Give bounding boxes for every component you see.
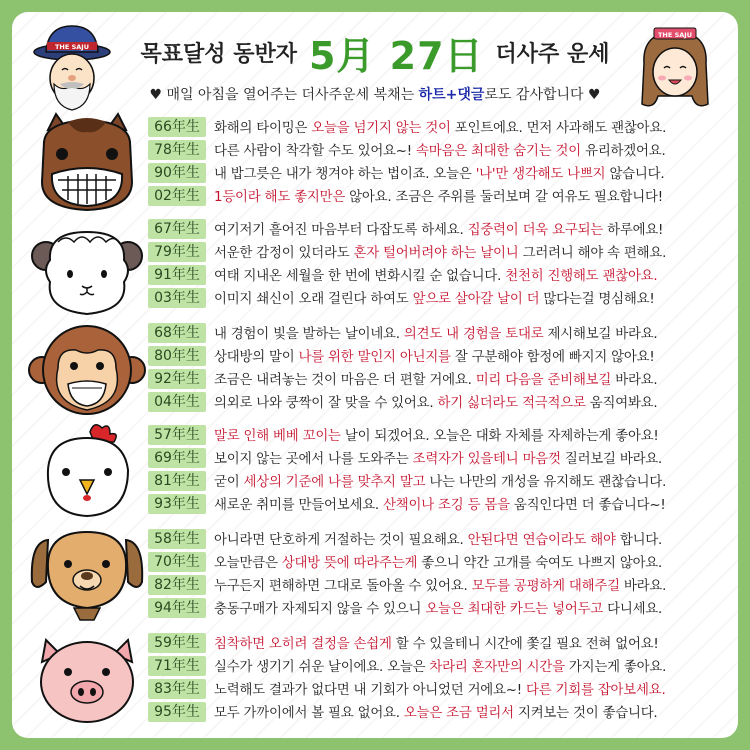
fortune-text bbox=[214, 702, 658, 721]
birth-year-badge: 02年生 bbox=[148, 186, 206, 206]
subtitle-post: 로도 감사합니다 ♥ bbox=[484, 87, 601, 103]
fortune-text-pre: 실수가 생기기 쉬운 날이에요. 오늘은 bbox=[214, 660, 430, 675]
fortune-text bbox=[214, 494, 666, 513]
birth-year-badge: 82年生 bbox=[148, 575, 206, 595]
fortune-row bbox=[148, 345, 728, 366]
rooster-icon bbox=[28, 420, 146, 520]
birth-year-badge: 94年生 bbox=[148, 598, 206, 618]
fortune-text-highlight: 혼자 털어버려야 하는 날이니 bbox=[353, 246, 519, 261]
fortune-row bbox=[148, 322, 728, 343]
fortune-text-highlight: 모두를 공평하게 대해주길 bbox=[471, 579, 620, 594]
fortune-text bbox=[214, 242, 666, 261]
fortune-row bbox=[148, 493, 728, 514]
fortune-text-pre: 누구든지 편해하면 그대로 돌아올 수 있어요. bbox=[214, 579, 472, 594]
fortune-row bbox=[148, 185, 728, 206]
fortune-text-highlight: 조력자가 있을테니 마음껏 bbox=[412, 452, 561, 467]
fortune-text-post: 지켜보는 것이 좋습니다. bbox=[513, 706, 658, 721]
fortune-text-highlight: 나를 위한 말인지 아닌지를 bbox=[298, 350, 451, 365]
horse-icon bbox=[28, 112, 146, 212]
page-title bbox=[120, 30, 630, 78]
fortune-text bbox=[214, 448, 662, 467]
fortune-text-post: 많다는걸 명심해요! bbox=[539, 292, 655, 307]
avatar-left-badge: THE SAJU bbox=[55, 43, 89, 51]
fortune-row bbox=[148, 447, 728, 468]
fortune-text-post: 잘 구분해야 함정에 빠지지 않아요! bbox=[450, 350, 655, 365]
fortune-text-highlight: 차라리 혼자만의 시간을 bbox=[429, 660, 565, 675]
fortune-row bbox=[148, 368, 728, 389]
fortune-row bbox=[148, 116, 728, 137]
fortune-text-post: 그러려니 해야 속 편해요. bbox=[518, 246, 667, 261]
fortune-text-highlight: 의견도 내 경험을 토대로 bbox=[403, 327, 544, 342]
fortune-text-post: 질러보길 바라요. bbox=[560, 452, 663, 467]
fortune-text-post: 움직여봐요. bbox=[585, 396, 658, 411]
fortune-text-post: 바라요. bbox=[611, 373, 658, 388]
title-right: 더사주 운세 bbox=[495, 41, 610, 67]
fortune-text bbox=[214, 471, 666, 490]
fortune-text-pre: 모두 가까이에서 볼 필요 없어요. bbox=[214, 706, 404, 721]
avatar-right-badge: THE SAJU bbox=[658, 31, 692, 39]
fortune-text bbox=[214, 265, 657, 284]
monkey-icon bbox=[28, 318, 146, 418]
fortune-text-highlight: 세상의 기준에 나를 맞추지 말고 bbox=[243, 475, 426, 490]
fortune-text bbox=[214, 219, 663, 238]
fortune-text-pre: 서운한 감정이 있더라도 bbox=[214, 246, 354, 261]
fortune-text-pre: 상대방의 말이 bbox=[214, 350, 299, 365]
fortune-text-highlight: 앞으로 살아갈 날이 더 bbox=[412, 292, 540, 307]
fortune-text-highlight: 침착하면 오히려 결정을 손쉽게 bbox=[214, 637, 392, 652]
fortune-text bbox=[214, 633, 659, 652]
birth-year-badge: 83年生 bbox=[148, 679, 206, 699]
fortune-row bbox=[148, 287, 728, 308]
birth-year-badge: 92年生 bbox=[148, 369, 206, 389]
birth-year-badge: 90年生 bbox=[148, 163, 206, 183]
fortune-text-highlight: 하기 싫더라도 적극적으로 bbox=[437, 396, 586, 411]
fortune-text-post: 다니세요. bbox=[603, 602, 663, 617]
fortune-row bbox=[148, 655, 728, 676]
fortune-text-pre: 보이지 않는 곳에서 나를 도와주는 bbox=[214, 452, 413, 467]
fortune-text-highlight: 상대방 뜻에 따라주는게 bbox=[281, 556, 418, 571]
subtitle-highlight: 하트+댓글 bbox=[418, 87, 485, 103]
fortune-text-highlight: 미리 다음을 준비해보길 bbox=[475, 373, 612, 388]
fortune-row bbox=[148, 424, 728, 445]
fortune-row bbox=[148, 470, 728, 491]
birth-year-badge: 70年生 bbox=[148, 552, 206, 572]
fortune-text-pre: 새로운 취미를 만들어보세요. bbox=[214, 498, 384, 513]
fortune-text-pre: 의외로 나와 쿵짝이 잘 맞을 수 있어요. bbox=[214, 396, 438, 411]
birth-year-badge: 66年生 bbox=[148, 117, 206, 137]
fortune-text-highlight: 말로 인해 베베 꼬이는 bbox=[214, 429, 341, 444]
birth-year-badge: 95年生 bbox=[148, 702, 206, 722]
birth-year-badge: 57年生 bbox=[148, 425, 206, 445]
fortune-text bbox=[214, 346, 655, 365]
fortune-text bbox=[214, 529, 662, 548]
fortune-text bbox=[214, 117, 666, 136]
fortune-text bbox=[214, 323, 658, 342]
birth-year-badge: 91年生 bbox=[148, 265, 206, 285]
birth-year-badge: 03年生 bbox=[148, 288, 206, 308]
fortune-text bbox=[214, 163, 664, 182]
pig-icon bbox=[28, 626, 146, 726]
fortune-text-highlight: 다른 기회를 잡아보세요. bbox=[526, 683, 666, 698]
fortune-row bbox=[148, 632, 728, 653]
fortune-text bbox=[214, 679, 666, 698]
header bbox=[0, 0, 750, 120]
fortune-text-post: 가지는게 좋아요. bbox=[564, 660, 667, 675]
fortune-text bbox=[214, 598, 662, 617]
fortune-text-post: 않아요. 조금은 주위를 둘러보며 갈 여유도 필요합니다! bbox=[345, 190, 663, 205]
birth-year-badge: 81年生 bbox=[148, 471, 206, 491]
fortune-text-highlight: 1등이라 해도 좋지만은 bbox=[214, 190, 346, 205]
fortune-text-pre: 오늘만큼은 bbox=[214, 556, 282, 571]
fortune-row bbox=[148, 162, 728, 183]
fortune-text-highlight: 산책이나 조깅 등 몸을 bbox=[383, 498, 510, 513]
fortune-text-post: 제시해보길 바라요. bbox=[543, 327, 658, 342]
fortune-row bbox=[148, 678, 728, 699]
fortune-text bbox=[214, 575, 666, 594]
birth-year-badge: 78年生 bbox=[148, 140, 206, 160]
fortune-text-highlight: 속마음은 최대한 숨기는 것이 bbox=[416, 144, 582, 159]
fortune-text bbox=[214, 140, 666, 159]
title-date: 5月 27日 bbox=[308, 33, 484, 78]
fortune-text-pre: 내 경험이 빛을 발하는 날이네요. bbox=[214, 327, 404, 342]
birth-year-badge: 59年生 bbox=[148, 633, 206, 653]
fortune-text-highlight: 집중력이 더욱 요구되는 bbox=[467, 223, 604, 238]
saju-woman-avatar-icon bbox=[636, 24, 714, 112]
birth-year-badge: 93年生 bbox=[148, 494, 206, 514]
birth-year-badge: 68年生 bbox=[148, 323, 206, 343]
fortune-text-highlight: 오늘은 조금 멀리서 bbox=[403, 706, 514, 721]
fortune-text-highlight: '나'만 생각해도 나쁘지 bbox=[475, 167, 606, 182]
subtitle bbox=[110, 84, 640, 106]
subtitle-pre: ♥ 매일 아침을 열어주는 더사주운세 복채는 bbox=[149, 87, 419, 103]
fortune-text-pre: 굳이 bbox=[214, 475, 244, 490]
fortune-text-pre: 화해의 타이밍은 bbox=[214, 121, 312, 136]
fortune-text-pre: 조금은 내려놓는 것이 마음은 더 편할 거에요. bbox=[214, 373, 476, 388]
fortune-text-pre: 내 밥그릇은 내가 챙겨야 하는 법이죠. 오늘은 bbox=[214, 167, 476, 182]
fortune-text-pre: 아니라면 단호하게 거절하는 것이 필요해요. bbox=[214, 533, 468, 548]
fortune-text-post: 바라요. bbox=[619, 579, 667, 594]
fortune-text-post: 좋으니 약간 고개를 숙여도 나쁘지 않아요. bbox=[417, 556, 663, 571]
title-left: 목표달성 동반자 bbox=[140, 41, 297, 67]
birth-year-badge: 04年生 bbox=[148, 392, 206, 412]
birth-year-badge: 79年生 bbox=[148, 242, 206, 262]
fortune-text-pre: 다른 사람이 착각할 수도 있어요~! bbox=[214, 144, 417, 159]
fortune-text-pre: 여태 지내온 세월을 한 번에 변화시킬 순 없습니다. bbox=[214, 269, 506, 284]
fortune-text-pre: 충동구매가 자제되지 않을 수 있으니 bbox=[214, 602, 426, 617]
fortune-text-pre: 여기저기 흩어진 마음부터 다잡도록 하세요. bbox=[214, 223, 468, 238]
fortune-text bbox=[214, 288, 655, 307]
fortune-text-post: 않습니다. bbox=[605, 167, 665, 182]
birth-year-badge: 67年生 bbox=[148, 219, 206, 239]
fortune-row bbox=[148, 139, 728, 160]
sheep-icon bbox=[28, 220, 146, 320]
fortune-text bbox=[214, 552, 662, 571]
fortune-row bbox=[148, 391, 728, 412]
fortune-row bbox=[148, 264, 728, 285]
fortune-text-highlight: 안된다면 연습이라도 해야 bbox=[467, 533, 616, 548]
birth-year-badge: 69年生 bbox=[148, 448, 206, 468]
fortune-text-post: 날이 되겠어요. 오늘은 대화 자체를 자제하는게 좋아요! bbox=[340, 429, 659, 444]
fortune-text bbox=[214, 392, 657, 411]
saju-master-avatar-icon bbox=[32, 22, 112, 114]
fortune-text-post: 유리하겠어요. bbox=[581, 144, 666, 159]
fortune-row bbox=[148, 241, 728, 262]
fortune-text-pre: 이미지 쇄신이 오래 걸린다 하여도 bbox=[214, 292, 413, 307]
birth-year-badge: 58年生 bbox=[148, 529, 206, 549]
fortune-text-highlight: 천천히 진행해도 괜찮아요. bbox=[505, 269, 658, 284]
birth-year-badge: 71年生 bbox=[148, 656, 206, 676]
fortune-text-pre: 노력해도 결과가 없다면 내 기회가 아니었던 거에요~! bbox=[214, 683, 527, 698]
dog-icon bbox=[28, 522, 146, 622]
fortune-text bbox=[214, 369, 657, 388]
fortune-row bbox=[148, 218, 728, 239]
fortune-row bbox=[148, 701, 728, 722]
fortune-row bbox=[148, 597, 728, 618]
fortune-text bbox=[214, 656, 666, 675]
fortune-text-post: 움직인다면 더 좋습니다~! bbox=[509, 498, 666, 513]
fortune-text-post: 하루에요! bbox=[603, 223, 664, 238]
fortune-row bbox=[148, 528, 728, 549]
fortune-text bbox=[214, 186, 663, 205]
fortune-text-highlight: 오늘은 최대한 카드는 넣어두고 bbox=[425, 602, 604, 617]
fortune-row bbox=[148, 574, 728, 595]
fortune-text-highlight: 오늘을 넘기지 않는 것이 bbox=[311, 121, 451, 136]
fortune-row bbox=[148, 551, 728, 572]
fortune-text-post: 할 수 있을테니 시간에 쫓길 필요 전혀 없어요! bbox=[391, 637, 659, 652]
fortune-text-post: 나는 나만의 개성을 유지해도 괜찮습니다. bbox=[425, 475, 667, 490]
fortune-text-post: 합니다. bbox=[615, 533, 663, 548]
birth-year-badge: 80年生 bbox=[148, 346, 206, 366]
fortune-text bbox=[214, 425, 659, 444]
fortune-text-post: 포인트에요. 먼저 사과해도 괜찮아요. bbox=[450, 121, 667, 136]
